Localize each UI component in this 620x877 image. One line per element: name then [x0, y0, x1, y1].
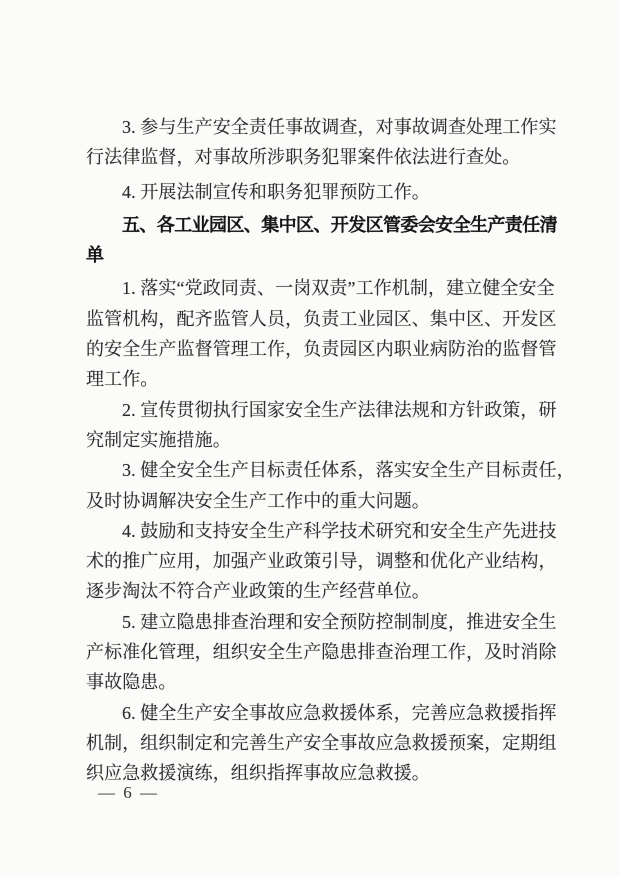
- text-line: 事故隐患。: [86, 672, 177, 693]
- text-line: 及时协调解决安全生产工作中的重大问题。: [86, 490, 430, 511]
- text-line: 究制定实施措施。: [86, 429, 231, 450]
- text-line: 产标准化管理，组织安全生产隐患排查治理工作，及时消除: [86, 642, 557, 663]
- text-line: 逐步淘汰不符合产业政策的生产经营单位。: [86, 581, 430, 602]
- text-line: 4. 鼓励和支持安全生产科学技术研究和安全生产先进技: [122, 520, 557, 541]
- paragraph-duty-item-4: [86, 516, 560, 607]
- document-text-block: [86, 112, 575, 789]
- text-line: 监管机构，配齐监管人员，负责工业园区、集中区、开发区: [86, 308, 557, 329]
- page-number: — 6 —: [98, 783, 159, 802]
- paragraph-duty-item-1: [86, 273, 560, 394]
- text-line: 织应急救援演练，组织指挥事故应急救援。: [86, 763, 430, 784]
- text-line: 1. 落实“党政同责、一岗双责”工作机制，建立健全安全: [122, 278, 555, 299]
- text-line: 5. 建立隐患排查治理和安全预防控制制度，推进安全生: [122, 611, 557, 632]
- text-line: 3. 健全安全生产目标责任体系，落实安全生产目标责任，: [122, 460, 575, 481]
- heading-line: 单: [86, 245, 104, 266]
- text-line: 6. 健全生产安全事故应急救援体系，完善应急救援指挥: [122, 702, 557, 723]
- paragraph-duty-item-6: [86, 698, 560, 789]
- text-line: 机制，组织制定和完善生产安全事故应急救援预案，定期组: [86, 732, 557, 753]
- section-5-heading: [86, 210, 560, 271]
- paragraph-prosecution-item-3: [86, 112, 560, 173]
- text-line: 2. 宣传贯彻执行国家安全生产法律法规和方针政策，研: [122, 399, 557, 420]
- text-line: 4. 开展法制宣传和职务犯罪预防工作。: [122, 181, 430, 202]
- text-line: 的安全生产监督管理工作，负责园区内职业病防治的监督管: [86, 339, 557, 360]
- heading-line: 五、各工业园区、集中区、开发区管委会安全生产责任清: [122, 214, 557, 235]
- paragraph-duty-item-2: [86, 395, 560, 456]
- text-line: 3. 参与生产安全责任事故调查，对事故调查处理工作实: [122, 117, 557, 137]
- paragraph-prosecution-item-4: [86, 177, 560, 207]
- paragraph-duty-item-5: [86, 607, 560, 698]
- paragraph-duty-item-3: [86, 455, 575, 516]
- text-line: 术的推广应用，加强产业政策引导，调整和优化产业结构，: [86, 551, 557, 572]
- text-line: 理工作。: [86, 369, 159, 390]
- text-line: 行法律监督，对事故所涉职务犯罪案件依法进行查处。: [86, 147, 521, 168]
